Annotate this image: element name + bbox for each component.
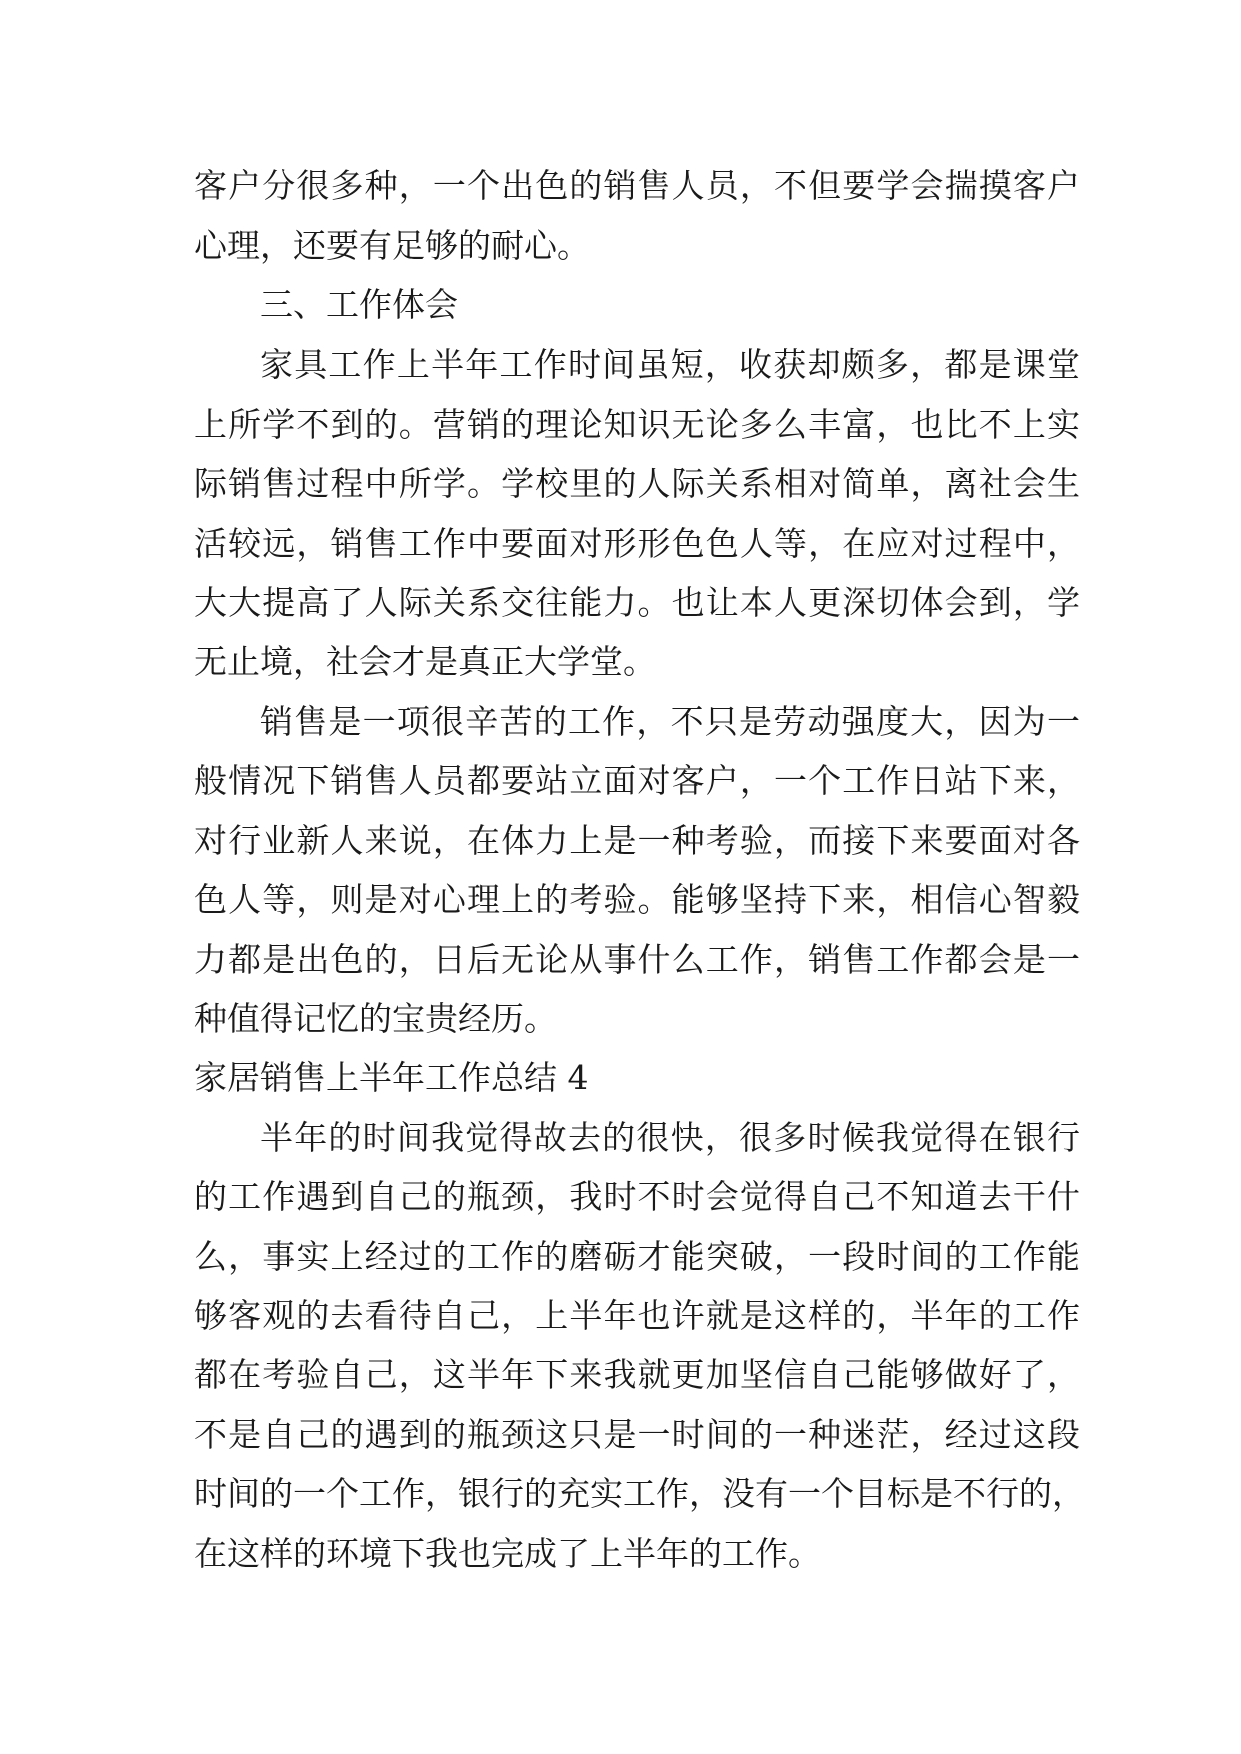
paragraph-2-line-6: 无止境，社会才是真正大学堂。 — [194, 642, 656, 681]
paragraph-2-line-5: 大大提高了人际关系交往能力。也让本人更深切体会到，学 — [194, 583, 1080, 622]
paragraph-3-line-5: 力都是出色的，日后无论从事什么工作，销售工作都会是一 — [194, 940, 1080, 979]
paragraph-3-line-6: 种值得记忆的宝贵经历。 — [194, 999, 557, 1038]
paragraph-3-line-3: 对行业新人来说，在体力上是一种考验，而接下来要面对各 — [194, 821, 1080, 860]
paragraph-2-line-1: 家具工作上半年工作时间虽短，收获却颇多，都是课堂 — [260, 345, 1080, 384]
paragraph-2-line-2: 上所学不到的。营销的理论知识无论多么丰富，也比不上实 — [194, 405, 1080, 444]
paragraph-4-line-3: 么，事实上经过的工作的磨砺才能突破，一段时间的工作能 — [194, 1237, 1080, 1276]
paragraph-4-line-1: 半年的时间我觉得故去的很快，很多时候我觉得在银行 — [260, 1118, 1080, 1157]
paragraph-3-line-2: 般情况下销售人员都要站立面对客户，一个工作日站下来， — [194, 761, 1080, 800]
paragraph-4-line-7: 时间的一个工作，银行的充实工作，没有一个目标是不行的， — [194, 1474, 1085, 1513]
paragraph-1-line-2: 心理，还要有足够的耐心。 — [194, 226, 590, 265]
paragraph-3-line-1: 销售是一项很辛苦的工作，不只是劳动强度大，因为一 — [260, 702, 1080, 741]
paragraph-4-line-6: 不是自己的遇到的瓶颈这只是一时间的一种迷茫，经过这段 — [194, 1415, 1080, 1454]
paragraph-4-line-5: 都在考验自己，这半年下来我就更加坚信自己能够做好了， — [194, 1355, 1080, 1394]
paragraph-4-line-4: 够客观的去看待自己，上半年也许就是这样的，半年的工作 — [194, 1296, 1080, 1335]
paragraph-4-line-8: 在这样的环境下我也完成了上半年的工作。 — [194, 1534, 821, 1573]
paragraph-3-line-4: 色人等，则是对心理上的考验。能够坚持下来，相信心智毅 — [194, 880, 1080, 919]
paragraph-4-line-2: 的工作遇到自己的瓶颈，我时不时会觉得自己不知道去干什 — [194, 1177, 1080, 1216]
paragraph-2-line-3: 际销售过程中所学。学校里的人际关系相对简单，离社会生 — [194, 464, 1080, 503]
section-heading: 三、工作体会 — [260, 285, 458, 324]
article-title: 家居销售上半年工作总结 4 — [194, 1058, 589, 1097]
paragraph-1-line-1: 客户分很多种，一个出色的销售人员，不但要学会揣摸客户 — [194, 166, 1080, 205]
paragraph-2-line-4: 活较远，销售工作中要面对形形色色人等，在应对过程中， — [194, 524, 1080, 563]
